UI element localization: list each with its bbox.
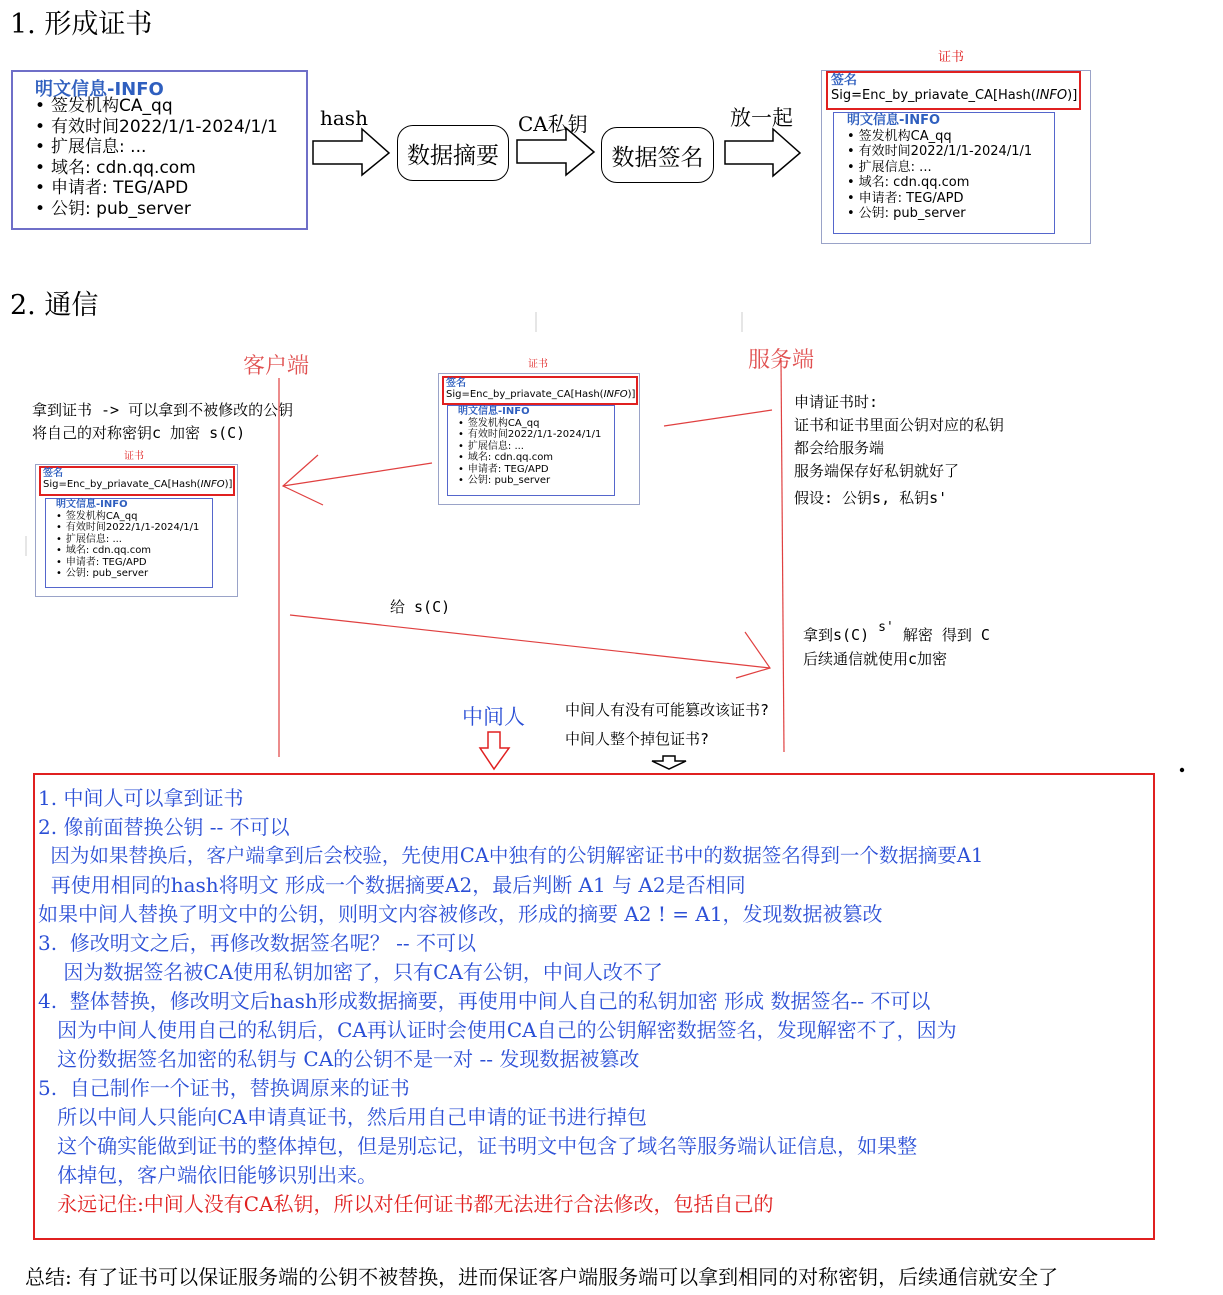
client-note-line: 将自己的对称密钥c 加密 s(C) xyxy=(32,424,246,442)
section2-title: 2. 通信 xyxy=(10,290,99,321)
analysis-line: 因为中间人使用自己的私钥后，CA再认证时会使用CA自己的公钥解密数据签名，发现解密不了，因为 xyxy=(38,1018,957,1042)
signature-title: 签名 xyxy=(831,73,858,88)
summary: 总结: 有了证书可以保证服务端的公钥不被替换，进而保证客户端服务端可以拿到相同的对称密钥，后续通信就安全了 xyxy=(25,1265,1059,1289)
analysis-line: 这份数据签名加密的私钥与 CA的公钥不是一对 -- 发现数据被篡改 xyxy=(38,1047,640,1071)
info-item: • 域名: cdn.qq.com xyxy=(56,545,212,557)
cert-label: 证书 xyxy=(938,50,965,65)
analysis-line: 3. 修改明文之后，再修改数据签名呢？ -- 不可以 xyxy=(38,931,477,955)
info-item: • 有效时间2022/1/1-2024/1/1 xyxy=(35,117,278,138)
down-arrow-icon xyxy=(480,732,509,769)
analysis-line: 2. 像前面替换公钥 -- 不可以 xyxy=(38,815,290,839)
signature-value: Sig=Enc_by_priavate_CA[Hash(INFO)] xyxy=(446,389,636,400)
signature-title: 签名 xyxy=(446,378,466,389)
hollow-arrow-icon xyxy=(517,128,594,175)
info-item: • 申请者: TEG/APD xyxy=(35,178,278,199)
server-note-line: 假设: 公钥s, 私钥s' xyxy=(794,489,948,507)
hollow-arrow-icon xyxy=(313,129,389,175)
info-item: • 公钥: pub_server xyxy=(458,475,614,487)
info-title: 明文信息-INFO xyxy=(458,406,530,417)
info-item: • 签发机构CA_qq xyxy=(847,129,1054,145)
info-item: • 签发机构CA_qq xyxy=(56,511,212,523)
mitm-question: 中间人整个掉包证书? xyxy=(565,730,710,748)
give-sc-arrow xyxy=(290,615,770,668)
analysis-line: 体掉包，客户端依旧能够识别出来。 xyxy=(38,1163,378,1187)
analysis-key-point: 永远记住:中间人没有CA私钥，所以对任何证书都无法进行合法修改，包括自己的 xyxy=(38,1192,774,1216)
info-item: • 扩展信息: ... xyxy=(458,441,614,453)
hash-label: hash xyxy=(320,106,368,130)
info-item: • 公钥: pub_server xyxy=(56,568,212,580)
info-item: • 有效时间2022/1/1-2024/1/1 xyxy=(847,144,1054,160)
signature-value: Sig=Enc_by_priavate_CA[Hash(INFO)] xyxy=(831,88,1078,103)
server-decrypt-note: 拿到s(C) s' 解密 得到 C 后续通信就使用c加密 xyxy=(803,620,990,668)
info-title: 明文信息-INFO xyxy=(35,79,164,100)
server-to-cert-line xyxy=(664,410,772,426)
info-item: • 申请者: TEG/APD xyxy=(847,191,1054,207)
analysis-line: 4. 整体替换，修改明文后hash形成数据摘要，再使用中间人自己的私钥加密 形成 数据签名-- 不可以 xyxy=(38,989,931,1013)
analysis-line: 如果中间人替换了明文中的公钥，则明文内容被修改，形成的摘要 A2 ! = A1，发现数据被篡改 xyxy=(38,902,883,926)
signature-box xyxy=(826,71,1081,110)
info-item: • 申请者: TEG/APD xyxy=(458,464,614,476)
info-item: • 扩展信息: ... xyxy=(847,160,1054,176)
cert-info-box xyxy=(833,112,1055,234)
info-item: • 域名: cdn.qq.com xyxy=(847,175,1054,191)
info-title: 明文信息-INFO xyxy=(847,113,941,128)
info-item: • 域名: cdn.qq.com xyxy=(35,158,278,179)
signature-title: 签名 xyxy=(43,468,63,479)
hollow-arrow-icon xyxy=(725,129,800,176)
info-item: • 签发机构CA_qq xyxy=(458,418,614,430)
info-item: • 域名: cdn.qq.com xyxy=(458,452,614,464)
analysis-line: 再使用相同的hash将明文 形成一个数据摘要A2，最后判断 A1 与 A2是否相同 xyxy=(38,873,746,897)
analysis-line: 所以中间人只能向CA申请真证书，然后用自己申请的证书进行掉包 xyxy=(38,1105,647,1129)
mitm-title: 中间人 xyxy=(462,705,525,729)
info-item: • 有效时间2022/1/1-2024/1/1 xyxy=(56,522,212,534)
client-note-line: 拿到证书 -> 可以拿到不被修改的公钥 xyxy=(32,401,294,419)
data-signature-label: 数据签名 xyxy=(611,144,704,171)
ca-private-key-label: CA私钥 xyxy=(518,112,588,136)
data-digest-label: 数据摘要 xyxy=(407,142,499,169)
server-note-line: 证书和证书里面公钥对应的私钥 xyxy=(794,416,1005,434)
info-title: 明文信息-INFO xyxy=(56,499,128,510)
mitm-question: 中间人有没有可能篡改该证书? xyxy=(565,701,770,719)
signature-value: Sig=Enc_by_priavate_CA[Hash(INFO)] xyxy=(43,479,233,490)
section1-title: 1. 形成证书 xyxy=(10,9,153,40)
info-item: • 有效时间2022/1/1-2024/1/1 xyxy=(458,429,614,441)
server-note-line: 都会给服务端 xyxy=(794,439,885,457)
info-item: • 公钥: pub_server xyxy=(847,206,1054,222)
give-sc-label: 给 s(C) xyxy=(390,598,451,616)
certificate xyxy=(821,70,1091,244)
client-title: 客户端 xyxy=(243,354,310,379)
cert-label: 证书 xyxy=(528,359,548,370)
arrowhead-icon xyxy=(736,632,770,678)
info-list xyxy=(847,129,1054,222)
server-lifeline xyxy=(781,360,784,752)
put-together-label: 放一起 xyxy=(730,106,793,130)
analysis-line: 这个确实能做到证书的整体掉包，但是别忘记，证书明文中包含了域名等服务端认证信息，如果整 xyxy=(38,1134,918,1158)
server-note-line: 服务端保存好私钥就好了 xyxy=(794,462,960,480)
info-item: • 申请者: TEG/APD xyxy=(56,557,212,569)
info-item: • 扩展信息: ... xyxy=(35,137,278,158)
analysis-line: 因为如果替换后，客户端拿到后会校验，先使用CA中独有的公钥解密证书中的数据签名得到一个数据摘要A1 xyxy=(38,844,984,867)
analysis-line: 5. 自己制作一个证书，替换调原来的证书 xyxy=(38,1076,410,1100)
server-title: 服务端 xyxy=(748,348,815,373)
down-arrow-icon xyxy=(652,756,686,769)
arrowhead-icon xyxy=(283,455,323,505)
analysis-line: 1. 中间人可以拿到证书 xyxy=(38,786,244,810)
cert-label: 证书 xyxy=(124,451,144,462)
s-prime-symbol: s' xyxy=(878,620,894,635)
server-note-line: 申请证书时: xyxy=(794,393,879,411)
analysis-line: 因为数据签名被CA使用私钥加密了，只有CA有公钥，中间人改不了 xyxy=(38,960,663,984)
info-item: • 扩展信息: ... xyxy=(56,534,212,546)
info-item: • 签发机构CA_qq xyxy=(35,96,278,117)
info-item: • 公钥: pub_server xyxy=(35,199,278,220)
